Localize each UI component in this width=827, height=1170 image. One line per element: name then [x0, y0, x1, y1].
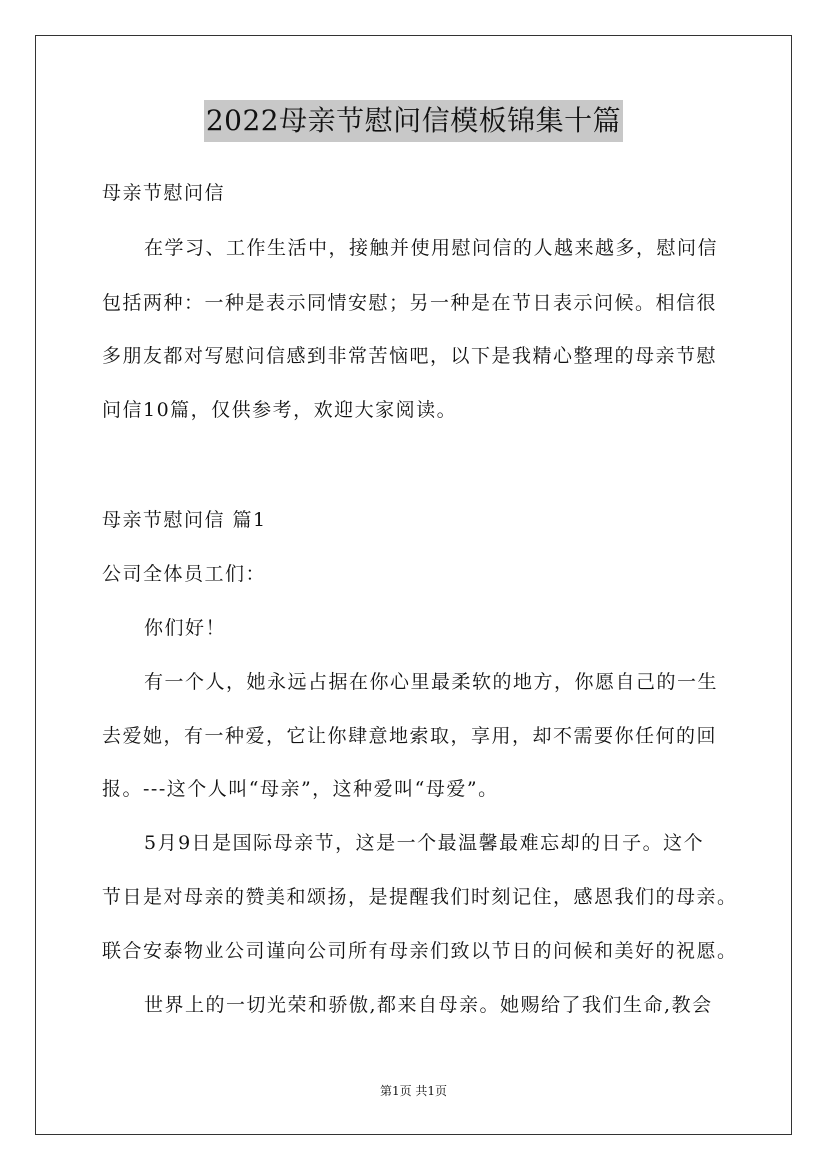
paragraph-line: 问信10篇，仅供参考，欢迎大家阅读。 — [102, 399, 458, 421]
document-title: 2022母亲节慰问信模板锦集十篇 — [204, 100, 623, 142]
page-number: 第1页 共1页 — [379, 1084, 448, 1098]
title-container — [0, 100, 827, 142]
paragraph-line: 5月9日是国际母亲节，这是一个最温馨最难忘却的日子。这个 — [144, 832, 705, 854]
paragraph-line: 报。---这个人叫“母亲”，这种爱叫“母爱”。 — [102, 778, 499, 800]
salutation: 公司全体员工们： — [102, 563, 267, 585]
paragraph-line: 联合安泰物业公司谨向公司所有母亲们致以节日的问候和美好的祝愿。 — [102, 940, 738, 962]
paragraph-line: 有一个人，她永远占据在你心里最柔软的地方，你愿自己的一生 — [144, 671, 719, 693]
paragraph-line: 包括两种：一种是表示同情安慰；另一种是在节日表示问候。相信很 — [102, 292, 718, 314]
letter-heading: 母亲节慰问信 篇1 — [102, 509, 267, 531]
paragraph-line: 节日是对母亲的赞美和颂扬，是提醒我们时刻记住，感恩我们的母亲。 — [102, 886, 738, 908]
paragraph-line: 世界上的一切光荣和骄傲,都来自母亲。她赐给了我们生命,教会 — [144, 994, 713, 1016]
section-heading: 母亲节慰问信 — [102, 182, 226, 204]
paragraph-line: 去爱她，有一种爱，它让你肆意地索取，享用，却不需要你任何的回 — [102, 725, 718, 747]
paragraph-line: 在学习、工作生活中，接触并使用慰问信的人越来越多，慰问信 — [144, 237, 719, 259]
paragraph-line: 多朋友都对写慰问信感到非常苦恼吧，以下是我精心整理的母亲节慰 — [102, 345, 718, 367]
greeting: 你们好！ — [144, 617, 227, 639]
